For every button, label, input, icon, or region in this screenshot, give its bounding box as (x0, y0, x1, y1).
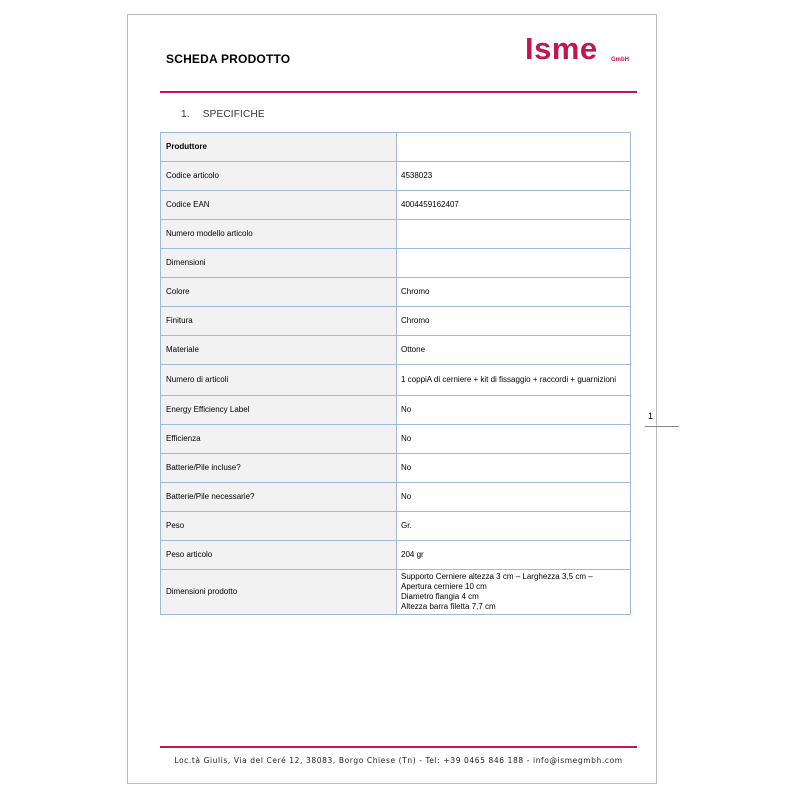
table-row (161, 425, 631, 454)
spec-value: Chromo (397, 278, 631, 307)
table-row (161, 191, 631, 220)
spec-value: No (397, 425, 631, 454)
spec-value: 4004459162407 (397, 191, 631, 220)
table-row (161, 454, 631, 483)
spec-value: No (397, 396, 631, 425)
spec-label: Finitura (161, 307, 397, 336)
spec-value-line: Apertura cerniere 10 cm (401, 582, 487, 591)
spec-label: Efficienza (161, 425, 397, 454)
spec-value: No (397, 454, 631, 483)
spec-value: No (397, 483, 631, 512)
table-row (161, 336, 631, 365)
spec-value-line: Supporto Cerniere altezza 3 cm – Larghezza 3,5 cm – (401, 572, 593, 581)
page-number: 1 (648, 411, 654, 421)
spec-value (397, 133, 631, 162)
section-title: SPECIFICHE (202, 109, 265, 120)
table-row (161, 570, 631, 615)
spec-label: Numero modello articolo (161, 220, 397, 249)
table-row (161, 307, 631, 336)
spec-value: Gr. (397, 512, 631, 541)
table-row (161, 396, 631, 425)
spec-value: Ottone (397, 336, 631, 365)
company-logo: Isme (525, 31, 598, 66)
spec-label: Batterie/Pile incluse? (161, 454, 397, 483)
spec-label: Produttore (161, 133, 397, 162)
table-row (161, 133, 631, 162)
spec-label: Numero di articoli (161, 365, 397, 396)
table-row (161, 249, 631, 278)
spec-table (160, 132, 631, 615)
spec-value (397, 249, 631, 278)
table-row (161, 541, 631, 570)
spec-label: Materiale (161, 336, 397, 365)
page-marker-line (645, 426, 679, 427)
spec-label: Codice EAN (161, 191, 397, 220)
table-row (161, 278, 631, 307)
spec-value: 1 coppiA di cerniere + kit di fissaggio + raccordi + guarnizioni (397, 365, 631, 396)
spec-label: Batterie/Pile necessarie? (161, 483, 397, 512)
spec-label: Peso (161, 512, 397, 541)
footer-contact: Loc.tà Giulis, Via del Ceré 12, 38083, Borgo Chiese (Tn) - Tel: +39 0465 846 188 - info@ismegmbh.com (174, 756, 623, 765)
company-logo-suffix: GmbH (611, 57, 629, 63)
table-row (161, 220, 631, 249)
footer-divider (160, 746, 637, 748)
spec-value: 4538023 (397, 162, 631, 191)
spec-label: Codice articolo (161, 162, 397, 191)
table-row (161, 512, 631, 541)
table-row (161, 365, 631, 396)
spec-value-line: Altezza barra filetta 7,7 cm (401, 602, 496, 611)
section-heading (181, 109, 265, 120)
table-row (161, 483, 631, 512)
spec-value (397, 220, 631, 249)
document-title: SCHEDA PRODOTTO (166, 52, 291, 66)
table-row (161, 162, 631, 191)
spec-value: 204 gr (397, 541, 631, 570)
spec-label: Dimensioni prodotto (161, 570, 397, 615)
spec-label: Energy Efficiency Label (161, 396, 397, 425)
spec-value: Chromo (397, 307, 631, 336)
spec-value-line: Diametro flangia 4 cm (401, 592, 479, 601)
section-number: 1. (181, 109, 190, 120)
header-divider (160, 91, 637, 93)
spec-label: Dimensioni (161, 249, 397, 278)
spec-label: Peso articolo (161, 541, 397, 570)
spec-label: Colore (161, 278, 397, 307)
spec-value (397, 570, 631, 615)
